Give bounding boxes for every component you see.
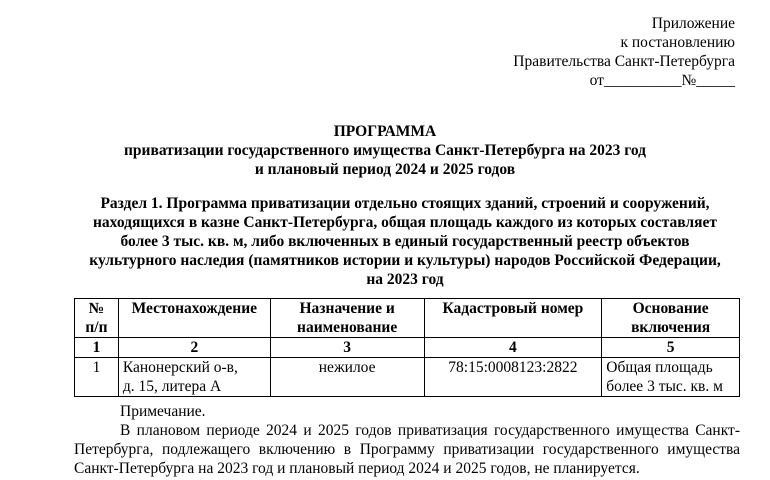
appendix-line-2: к постановлению: [620, 34, 735, 51]
row-location-line-1: Канонерский о-в,: [122, 359, 238, 376]
column-number: 2: [118, 338, 270, 358]
column-number-row: [75, 338, 740, 358]
header-cadastral-text: Кадастровый номер: [442, 300, 584, 317]
header-purpose: [270, 299, 424, 338]
header-number-line-1: №: [88, 300, 105, 317]
note-text: В плановом периоде 2024 и 2025 годов приватизация государственного имущества Санкт-Петербурга, подлежащего включению в Программу приватизации государственного имущества Санкт-Петербурга на 2023 год и плановый период 2024 и 2025 годов, не планируется.: [74, 422, 740, 477]
appendix-line-1: Приложение: [651, 15, 735, 32]
header-location-text: Местонахождение: [131, 300, 258, 317]
program-subtitle-1: приватизации государственного имущества Санкт-Петербурга на 2023 год: [123, 142, 647, 159]
column-number: 5: [602, 338, 740, 358]
column-number: 4: [424, 338, 602, 358]
row-location: [118, 358, 270, 397]
program-heading: [0, 122, 770, 179]
header-cadastral: [424, 299, 602, 338]
section-line-4: культурного наследия (памятников истории и культуры) народов Российской Федерации,: [89, 252, 721, 269]
section-line-2: находящихся в казне Санкт-Петербурга, общая площадь каждого из которых составляет: [92, 214, 718, 231]
section-line-5: на 2023 год: [366, 271, 444, 288]
row-basis-line-1: Общая площадь: [606, 359, 713, 376]
appendix-line-3: Правительства Санкт-Петербурга: [513, 53, 735, 70]
row-basis: [602, 358, 740, 397]
table-header-row: [75, 299, 740, 338]
section-line-3: более 3 тыс. кв. м, либо включенных в единый государственный реестр объектов: [120, 233, 690, 250]
column-number: 1: [75, 338, 119, 358]
header-basis: [602, 299, 740, 338]
section-line-1: Раздел 1. Программа приватизации отдельно стоящих зданий, строений и сооружений,: [100, 195, 710, 212]
row-purpose: нежилое: [270, 358, 424, 397]
privatization-table: [74, 298, 740, 397]
appendix-block: [435, 14, 735, 90]
section-heading: [70, 194, 740, 289]
row-cadastral: 78:15:0008123:2822: [424, 358, 602, 397]
column-number: 3: [270, 338, 424, 358]
header-purpose-line-2: наименование: [297, 319, 398, 336]
header-purpose-line-1: Назначение и: [299, 300, 395, 317]
header-basis-line-2: включения: [631, 319, 711, 336]
row-location-line-2: д. 15, литера А: [122, 378, 222, 395]
row-number: 1: [75, 358, 119, 397]
appendix-line-4: от__________№_____: [589, 72, 735, 89]
header-number-line-2: п/п: [85, 319, 108, 336]
header-number: [75, 299, 119, 338]
note-label: Примечание.: [120, 403, 206, 420]
header-location: [118, 299, 270, 338]
program-subtitle-2: и плановый период 2024 и 2025 годов: [254, 161, 516, 178]
header-basis-line-1: Основание: [632, 300, 709, 317]
program-title: ПРОГРАММА: [333, 123, 437, 140]
table-row: [75, 358, 740, 397]
row-basis-line-2: более 3 тыс. кв. м: [606, 378, 723, 395]
